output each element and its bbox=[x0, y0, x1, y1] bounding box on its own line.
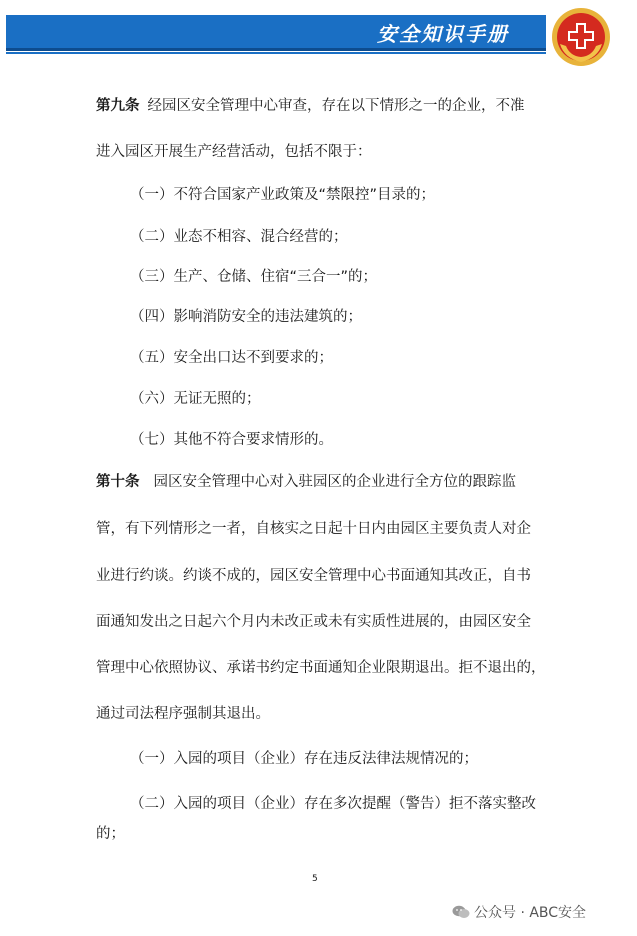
article-10-heading: 第十条 bbox=[96, 474, 140, 490]
article-10-text-4: 面通知发出之日起六个月内未改正或未有实质性进展的，由园区安全 bbox=[96, 614, 531, 630]
fire-emblem-icon bbox=[550, 6, 612, 68]
wechat-icon bbox=[452, 905, 470, 919]
article-9-text-1: 经园区安全管理中心审查，存在以下情形之一的企业，不准 bbox=[147, 98, 525, 114]
article-9-item-2: （二）业态不相容、混合经营的； bbox=[130, 229, 348, 245]
article-10-item-1: （一）入园的项目（企业）存在违反法律法规情况的； bbox=[130, 751, 478, 767]
article-9-text-2: 进入园区开展生产经营活动，包括不限于： bbox=[96, 144, 372, 160]
article-10-item-2: （二）入园的项目（企业）存在多次提醒（警告）拒不落实整改 bbox=[130, 796, 536, 812]
watermark-text: 公众号 · ABC安全 bbox=[474, 905, 587, 921]
article-9-item-1: （一）不符合国家产业政策及“禁限控”目录的； bbox=[130, 187, 436, 203]
page-number: 5 bbox=[312, 874, 318, 884]
handbook-title: 安全知识手册 bbox=[377, 22, 509, 46]
article-10-text-2: 管，有下列情形之一者，自核实之日起十日内由园区主要负责人对企 bbox=[96, 521, 531, 537]
article-10-text-6: 通过司法程序强制其退出。 bbox=[96, 706, 270, 722]
article-10-text-5: 管理中心依照协议、承诺书约定书面通知企业限期退出。拒不退出的， bbox=[96, 660, 546, 676]
banner-stripe bbox=[6, 52, 546, 54]
article-9-item-4: （四）影响消防安全的违法建筑的； bbox=[130, 309, 362, 325]
article-9-item-5: （五）安全出口达不到要求的； bbox=[130, 350, 333, 366]
article-9-first-line bbox=[96, 99, 525, 114]
article-9-heading: 第九条 bbox=[96, 98, 140, 114]
article-10-text-1: 园区安全管理中心对入驻园区的企业进行全方位的跟踪监 bbox=[153, 474, 516, 490]
article-10-text-3: 业进行约谈。约谈不成的，园区安全管理中心书面通知其改正，自书 bbox=[96, 568, 531, 584]
article-9-item-6: （六）无证无照的； bbox=[130, 391, 261, 407]
article-9-item-7: （七）其他不符合要求情形的。 bbox=[130, 432, 333, 448]
article-10-first-line bbox=[96, 475, 516, 490]
article-9-item-3: （三）生产、仓储、住宿“三合一”的； bbox=[130, 269, 378, 285]
article-10-item-2-tail: 的； bbox=[96, 826, 125, 842]
watermark bbox=[452, 902, 586, 922]
